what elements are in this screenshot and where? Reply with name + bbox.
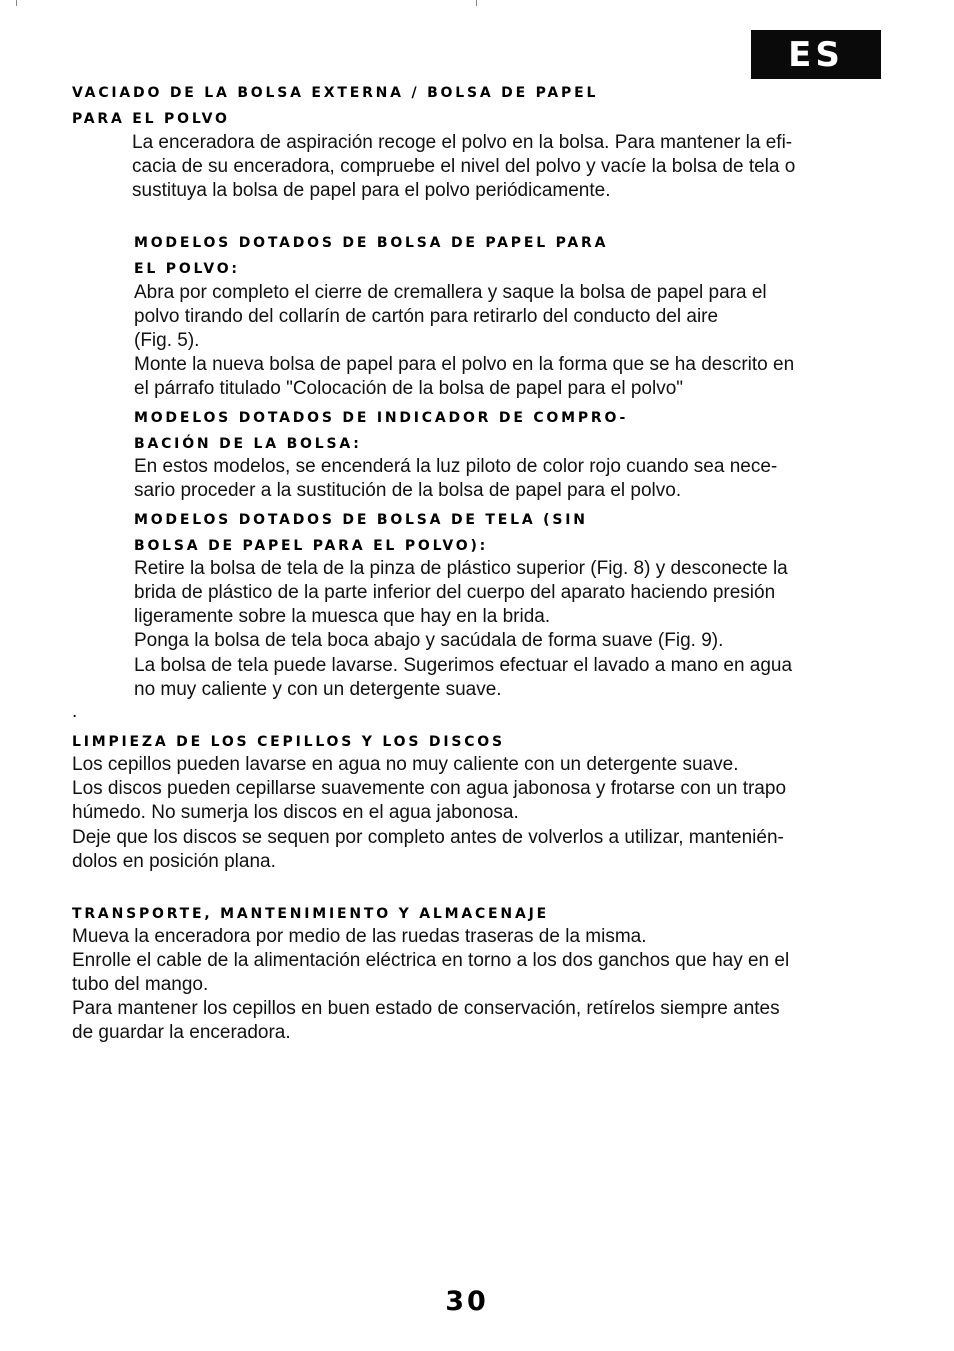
transporte-line: de guardar la enceradora. bbox=[72, 1022, 291, 1043]
transporte-line: tubo del mango. bbox=[72, 974, 209, 995]
tela-line: Retire la bolsa de tela de la pinza de plástico superior (Fig. 8) y desconecte la bbox=[134, 558, 788, 579]
limpieza-line: Deje que los discos se sequen por completo antes de volverlos a utilizar, mantenién- bbox=[72, 827, 784, 848]
papel-line: Abra por completo el cierre de cremallera y saque la bolsa de papel para el bbox=[134, 282, 767, 303]
indicador-line: sario proceder a la sustitución de la bolsa de papel para el polvo. bbox=[134, 480, 682, 501]
tela-line: no muy caliente y con un detergente suave. bbox=[134, 679, 502, 700]
transporte-line: Enrolle el cable de la alimentación eléctrica en torno a los dos ganchos que hay en el bbox=[72, 950, 790, 971]
section-title-transporte: TRANSPORTE, MANTENIMIENTO Y ALMACENAJE bbox=[72, 906, 549, 922]
tela-line: La bolsa de tela puede lavarse. Sugerimos efectuar el lavado a mano en agua bbox=[134, 655, 793, 676]
subsection-title-tela-line1: MODELOS DOTADOS DE BOLSA DE TELA (SIN bbox=[134, 512, 588, 528]
limpieza-line: Los discos pueden cepillarse suavemente con agua jabonosa y frotarse con un trapo bbox=[72, 778, 787, 799]
subsection-title-tela-line2: BOLSA DE PAPEL PARA EL POLVO): bbox=[134, 538, 489, 554]
vaciado-line: cacia de su enceradora, compruebe el nivel del polvo y vacíe la bolsa de tela o bbox=[132, 156, 796, 177]
section-title-vaciado-line2: PARA EL POLVO bbox=[72, 111, 230, 127]
indicador-line: En estos modelos, se encenderá la luz piloto de color rojo cuando sea nece- bbox=[134, 456, 778, 477]
transporte-line: Mueva la enceradora por medio de las ruedas traseras de la misma. bbox=[72, 926, 647, 947]
limpieza-line: Los cepillos pueden lavarse en agua no muy caliente con un detergente suave. bbox=[72, 754, 739, 775]
crop-mark-left bbox=[16, 0, 17, 6]
tela-line: Ponga la bolsa de tela boca abajo y sacúdala de forma suave (Fig. 9). bbox=[134, 630, 724, 651]
vaciado-line: La enceradora de aspiración recoge el polvo en la bolsa. Para mantener la efi- bbox=[132, 132, 793, 153]
subsection-title-indicador-line2: BACIÓN DE LA BOLSA: bbox=[134, 436, 362, 452]
vaciado-line: sustituya la bolsa de papel para el polvo periódicamente. bbox=[132, 180, 611, 201]
tela-line: brida de plástico de la parte inferior del cuerpo del aparato haciendo presión bbox=[134, 582, 776, 603]
papel-line: polvo tirando del collarín de cartón para retirarlo del conducto del aire bbox=[134, 306, 719, 327]
crop-mark-center bbox=[476, 0, 477, 6]
subsection-title-papel-line1: MODELOS DOTADOS DE BOLSA DE PAPEL PARA bbox=[134, 235, 609, 251]
tela-line: ligeramente sobre la muesca que hay en la brida. bbox=[134, 606, 551, 627]
papel-line: (Fig. 5). bbox=[134, 330, 200, 351]
section-title-limpieza: LIMPIEZA DE LOS CEPILLOS Y LOS DISCOS bbox=[72, 734, 505, 750]
transporte-line: Para mantener los cepillos en buen estado de conservación, retírelos siempre antes bbox=[72, 998, 780, 1019]
page-number: 30 bbox=[445, 1286, 489, 1317]
papel-line: Monte la nueva bolsa de papel para el polvo en la forma que se ha descrito en bbox=[134, 354, 795, 375]
limpieza-line: húmedo. No sumerja los discos en el agua jabonosa. bbox=[72, 802, 519, 823]
subsection-title-indicador-line1: MODELOS DOTADOS DE INDICADOR DE COMPRO- bbox=[134, 410, 629, 426]
papel-line: el párrafo titulado "Colocación de la bolsa de papel para el polvo" bbox=[134, 378, 684, 399]
language-badge: ES bbox=[751, 30, 881, 79]
subsection-title-papel-line2: EL POLVO: bbox=[134, 261, 240, 277]
stray-dot: . bbox=[72, 701, 78, 722]
limpieza-line: dolos en posición plana. bbox=[72, 851, 276, 872]
section-title-vaciado-line1: VACIADO DE LA BOLSA EXTERNA / BOLSA DE PAPEL bbox=[72, 85, 599, 101]
